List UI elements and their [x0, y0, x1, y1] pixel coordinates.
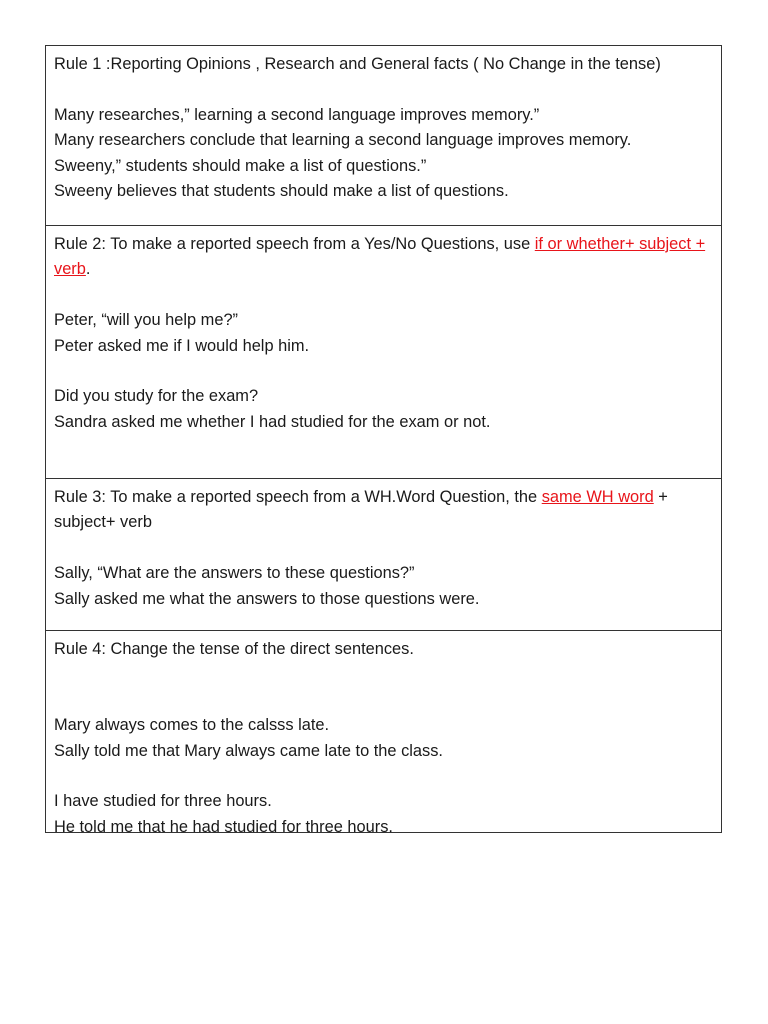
rule-1-example-1: Many researches,” learning a second language improves memory.” — [54, 105, 540, 124]
spacer — [54, 77, 713, 102]
rule-1-example-2: Many researchers conclude that learning a second language improves memory. — [54, 131, 632, 150]
rule-4-example-2: Sally told me that Mary always came late to the class. — [54, 741, 443, 760]
rule-2-example-1: Peter, “will you help me?” — [54, 311, 239, 330]
rule-3-cell — [46, 478, 721, 630]
rule-2-example-4: Sandra asked me whether I had studied for the exam or not. — [54, 412, 491, 431]
rule-4-example-4: He told me that he had studied for three hours. — [54, 817, 393, 836]
rule-2-cell — [46, 225, 721, 478]
rule-4-title: Rule 4: Change the tense of the direct sentences. — [54, 640, 414, 658]
rule-4-example-1: Mary always comes to the calsss late. — [54, 716, 330, 735]
spacer — [54, 764, 713, 789]
rule-1-example-4: Sweeny believes that students should make a list of questions. — [54, 182, 509, 201]
rule-2-example-3: Did you study for the exam? — [54, 387, 259, 406]
rule-3-title-text: Rule 3: To make a reported speech from a WH.Word Question, the — [54, 488, 542, 506]
rule-1-title: Rule 1 :Reporting Opinions , Research and General facts ( No Change in the tense) — [54, 55, 661, 73]
rule-3-example-1: Sally, “What are the answers to these questions?” — [54, 564, 415, 583]
rule-4-cell — [46, 630, 721, 836]
rule-3-title-end: + subject+ verb — [54, 488, 668, 532]
rule-2-title-text: Rule 2: To make a reported speech from a Yes/No Questions, use — [54, 235, 535, 253]
rule-3-example-2: Sally asked me what the answers to those questions were. — [54, 589, 480, 608]
spacer — [54, 662, 713, 687]
rule-3-title — [54, 485, 713, 536]
rule-2-title-highlight: if or whether+ subject + verb — [54, 235, 706, 279]
rule-2-title-end: . — [85, 260, 91, 279]
spacer — [54, 283, 713, 308]
rule-1-example-3: Sweeny,” students should make a list of questions.” — [54, 156, 427, 175]
rule-2-example-2: Peter asked me if I would help him. — [54, 336, 310, 355]
spacer — [54, 688, 713, 713]
rules-table — [45, 45, 722, 836]
rule-3-title-highlight: same WH word — [541, 488, 654, 506]
spacer — [54, 536, 713, 561]
rule-4-example-3: I have studied for three hours. — [54, 792, 272, 811]
rule-2-title — [54, 232, 713, 283]
rule-1-cell — [46, 46, 721, 225]
spacer — [54, 359, 713, 384]
